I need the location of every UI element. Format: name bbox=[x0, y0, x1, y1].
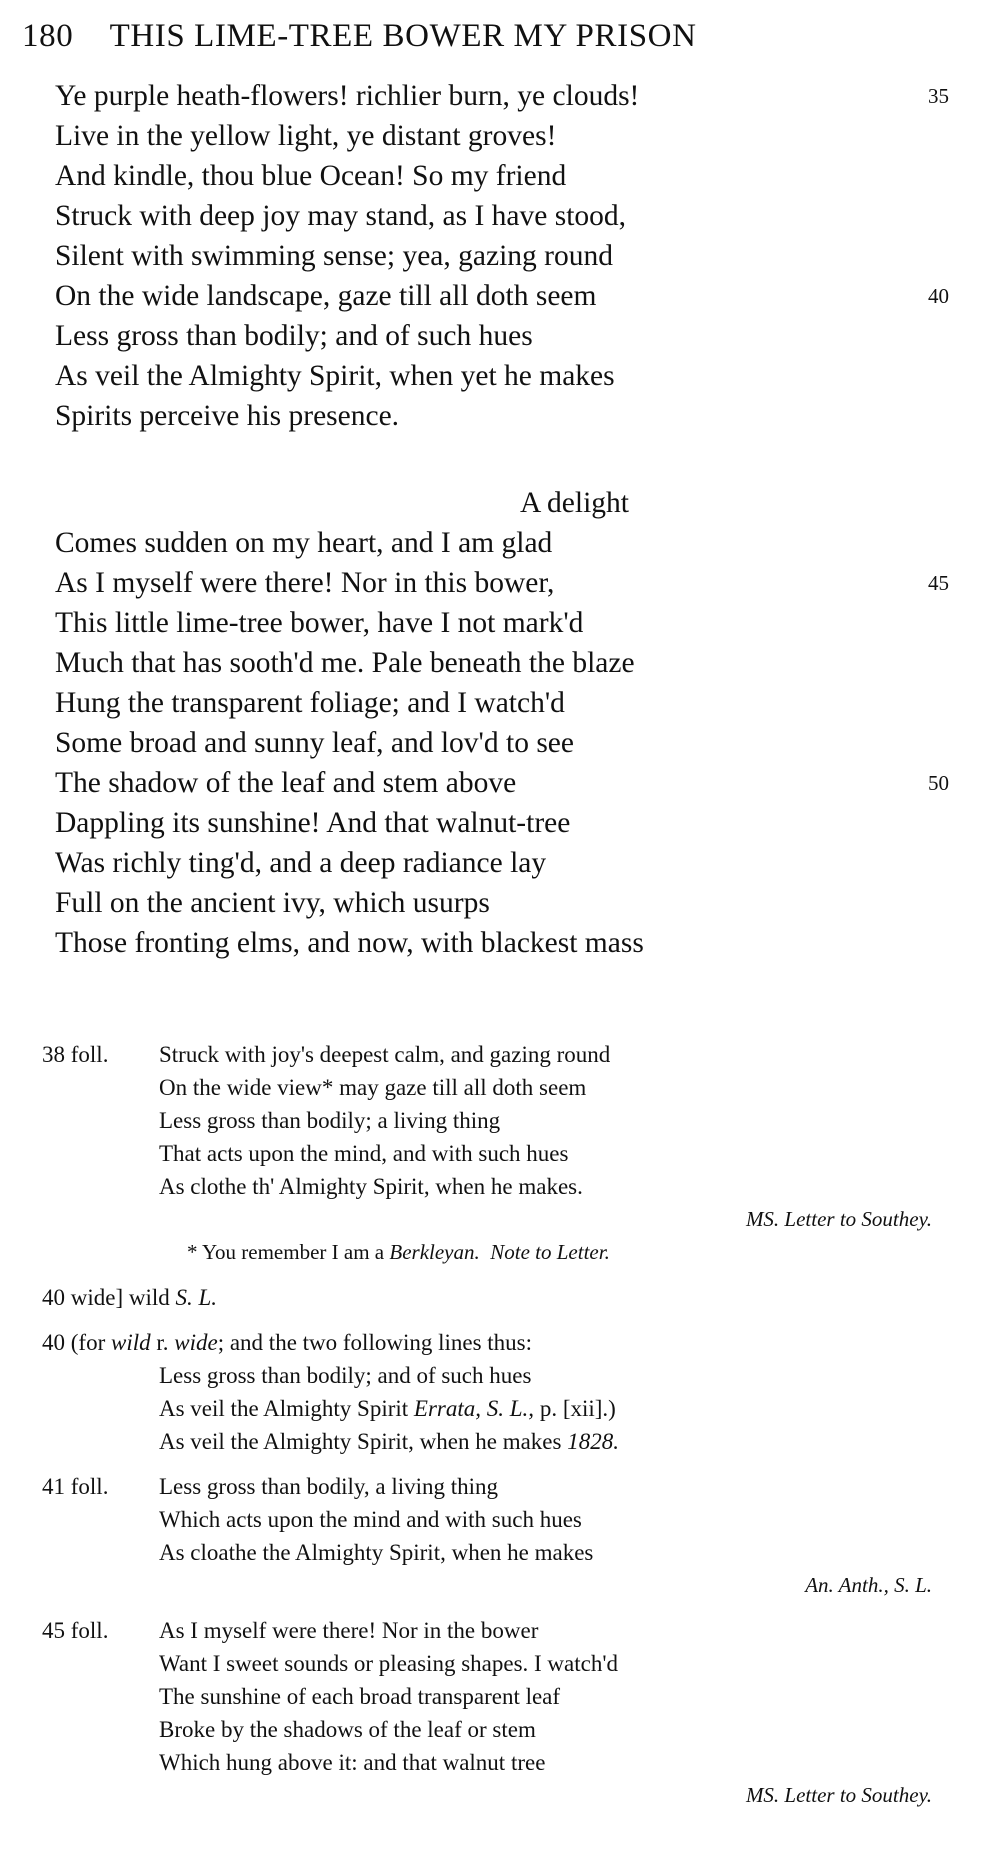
poem-line: Those fronting elms, and now, with blackest mass bbox=[55, 927, 644, 959]
poem-line: Spirits perceive his presence. bbox=[55, 400, 400, 432]
line-number: 35 bbox=[928, 84, 949, 108]
poem-line: Live in the yellow light, ye distant groves! bbox=[55, 120, 557, 152]
line-number: 50 bbox=[928, 771, 949, 795]
note-40-for-wild: 40 (for wild r. wide; and the two following lines thus: Less gross than bodily; and of such hues As veil the Almighty Spirit Errata, S. L., p. [xii].) As veil the Almighty Spirit, when he makes 1828. bbox=[42, 1330, 619, 1454]
poem-line: Dappling its sunshine! And that walnut-tree bbox=[55, 807, 571, 839]
poem-line: Was richly ting'd, and a deep radiance lay bbox=[55, 847, 547, 879]
poem-line: Less gross than bodily; and of such hues bbox=[55, 320, 533, 352]
note-ref: 40 bbox=[42, 1285, 65, 1310]
poem-stanza-2 bbox=[55, 483, 955, 963]
poem-line: Some broad and sunny leaf, and lov'd to see bbox=[55, 727, 574, 759]
poem-line: On the wide landscape, gaze till all doth seem 40 bbox=[55, 276, 955, 316]
poem-line: Ye purple heath-flowers! richlier burn, ye clouds! 35 bbox=[55, 76, 955, 116]
note-footnote: * You remember I am a Berkleyan. Note to Letter. bbox=[187, 1240, 610, 1264]
note-source: An. Anth., S. L. bbox=[805, 1573, 932, 1597]
page-number: 180 bbox=[22, 18, 74, 54]
note-45-foll: 45 foll. As I myself were there! Nor in the bower Want I sweet sounds or pleasing shapes. I watch'd The sunshine of each broad transparent leaf Broke by the shadows of the leaf or stem Which hung above it: and that walnut tree MS. Letter to Southey. bbox=[42, 1614, 942, 1812]
line-number: 40 bbox=[928, 284, 949, 308]
note-ref: 41 foll. bbox=[42, 1474, 109, 1499]
poem-line: As I myself were there! Nor in this bower, 45 bbox=[55, 563, 955, 603]
poem-line: Much that has sooth'd me. Pale beneath the blaze bbox=[55, 647, 635, 679]
variant-notes bbox=[42, 1038, 942, 1824]
note-38-foll: 38 foll. Struck with joy's deepest calm, and gazing round On the wide view* may gaze till all doth seem Less gross than bodily; a living thing That acts upon the mind, and with such hues As clothe th' Almighty Spirit, when he makes. MS. Letter to Southey. * You remember I am a Berkleyan. Note to Letter. bbox=[42, 1038, 942, 1269]
note-ref: 40 bbox=[42, 1330, 65, 1355]
poem-stanza-1 bbox=[55, 76, 955, 436]
note-ref: 38 foll. bbox=[42, 1042, 109, 1067]
poem-line: As veil the Almighty Spirit, when yet he makes bbox=[55, 360, 615, 392]
poem-line: And kindle, thou blue Ocean! So my friend bbox=[55, 160, 567, 192]
poem-line: Hung the transparent foliage; and I watch'd bbox=[55, 687, 565, 719]
note-source: MS. Letter to Southey. bbox=[745, 1207, 932, 1231]
page-title: THIS LIME-TREE BOWER MY PRISON bbox=[109, 18, 697, 54]
poem-line: This little lime-tree bower, have I not mark'd bbox=[55, 607, 584, 639]
poem-line: Full on the ancient ivy, which usurps bbox=[55, 887, 490, 919]
poem-line: Struck with deep joy may stand, as I have stood, bbox=[55, 200, 627, 232]
line-number: 45 bbox=[928, 571, 949, 595]
poem-line: The shadow of the leaf and stem above 50 bbox=[55, 763, 955, 803]
poem-line: Comes sudden on my heart, and I am glad bbox=[55, 527, 553, 559]
note-41-foll: 41 foll. Less gross than bodily, a living thing Which acts upon the mind and with such hues As cloathe the Almighty Spirit, when he makes An. Anth., S. L. bbox=[42, 1470, 942, 1602]
note-ref: 45 foll. bbox=[42, 1618, 109, 1643]
poem-line: A delight bbox=[520, 487, 629, 519]
running-header bbox=[22, 18, 697, 55]
note-source: MS. Letter to Southey. bbox=[745, 1783, 932, 1807]
note-40-wide: 40 wide] wild S. L. bbox=[42, 1285, 218, 1310]
poem-line: Silent with swimming sense; yea, gazing round bbox=[55, 240, 613, 272]
